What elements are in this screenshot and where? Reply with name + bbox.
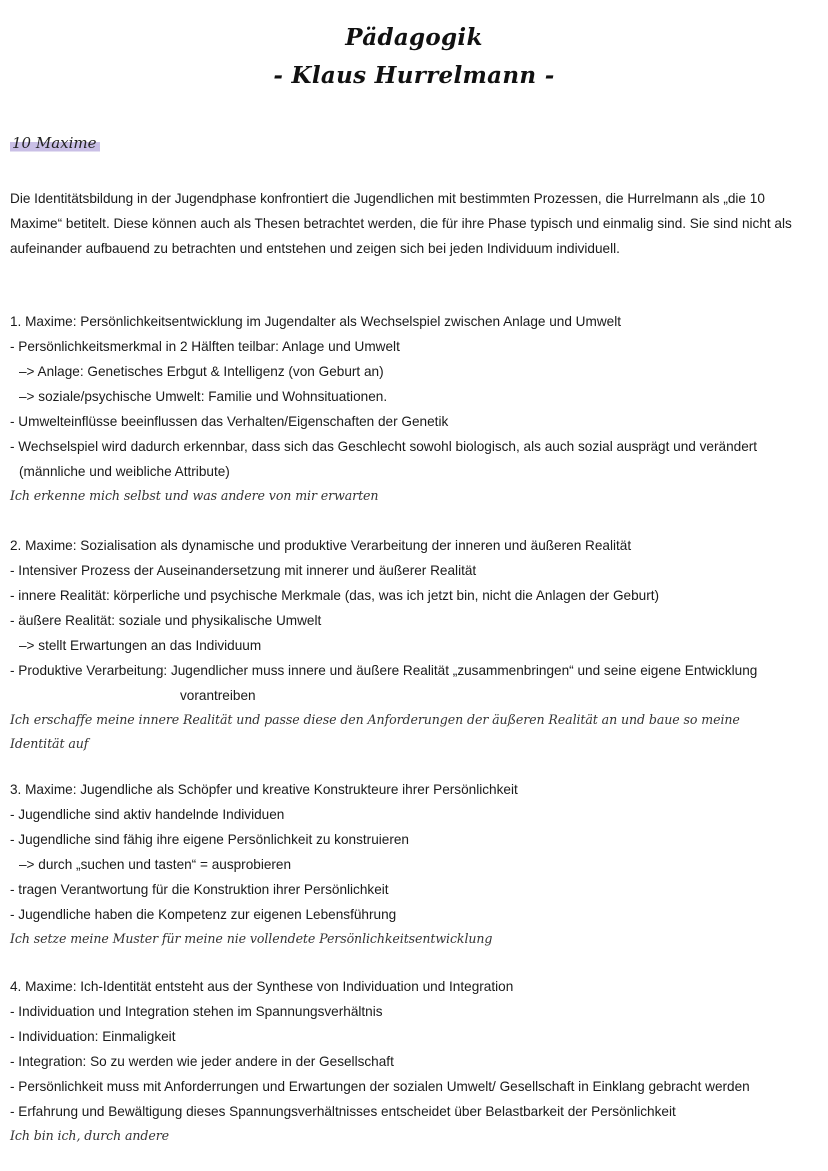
maxim-point: - Intensiver Prozess der Auseinandersetzung mit innerer und äußerer Realität — [10, 563, 477, 578]
maxim-point: - Jugendliche sind fähig ihre eigene Persönlichkeit zu konstruieren — [10, 832, 409, 847]
maxim-point: - Jugendliche haben die Kompetenz zur eigenen Lebensführung — [10, 907, 397, 922]
maxim-heading: 1. Maxime: Persönlichkeitsentwicklung im Jugendalter als Wechselspiel zwischen Anlage und Umwelt — [10, 314, 621, 329]
maxim-heading: 3. Maxime: Jugendliche als Schöpfer und kreative Konstrukteure ihrer Persönlichkeit — [10, 782, 518, 797]
maxim-point-continuation: (männliche und weibliche Attribute) — [19, 464, 230, 479]
maxim-heading: 2. Maxime: Sozialisation als dynamische und produktive Verarbeitung der inneren und äußeren Realität — [10, 538, 632, 553]
maxim-point: - Persönlichkeit muss mit Anforderrungen und Erwartungen der sozialen Umwelt/ Gesellschaft in Einklang gebracht werden — [10, 1079, 750, 1094]
maxim-point-continuation: vorantreiben — [180, 688, 256, 703]
maxim-heading: 4. Maxime: Ich-Identität entsteht aus der Synthese von Individuation und Integration — [10, 979, 514, 994]
section-heading: 10 Maxime — [10, 133, 100, 153]
maxim-subpoint: –> stellt Erwartungen an das Individuum — [19, 638, 262, 653]
maxim-summary-note: Ich erkenne mich selbst und was andere von mir erwarten — [10, 488, 379, 503]
maxim-point: - Wechselspiel wird dadurch erkennbar, dass sich das Geschlecht sowohl biologisch, als auch sozial ausprägt und verändert — [10, 439, 758, 454]
maxim-point: - tragen Verantwortung für die Konstruktion ihrer Persönlichkeit — [10, 882, 389, 897]
maxim-1 — [10, 309, 810, 508]
maxim-point: - Individuation: Einmaligkeit — [10, 1029, 176, 1044]
maxim-subpoint: –> soziale/psychische Umwelt: Familie und Wohnsituationen. — [19, 389, 388, 404]
maxim-point: - Persönlichkeitsmerkmal in 2 Hälften teilbar: Anlage und Umwelt — [10, 339, 400, 354]
maxim-subpoint: –> Anlage: Genetisches Erbgut & Intelligenz (von Geburt an) — [19, 364, 384, 379]
maxim-2 — [10, 533, 810, 756]
maxim-point: - innere Realität: körperliche und psychische Merkmale (das, was ich jetzt bin, nicht die Anlagen der Geburt) — [10, 588, 660, 603]
maxim-subpoint: –> durch „suchen und tasten“ = ausprobieren — [19, 857, 292, 872]
maxim-point: - Jugendliche sind aktiv handelnde Individuen — [10, 807, 285, 822]
page-subtitle: - Klaus Hurrelmann - — [273, 62, 555, 89]
intro-paragraph: Die Identitätsbildung in der Jugendphase konfrontiert die Jugendlichen mit bestimmten Prozessen, die Hurrelmann als „die 10 Maxime“ betitelt. Diese können auch als Thesen betrachtet werden, die für ihre Phase typisch und einmalig sind. Sie sind nicht als aufeinander aufbauend zu betrachten und entstehen und zeigen sich bei jeden Individuum individuell. — [10, 191, 792, 256]
maxim-point: - Umwelteinflüsse beeinflussen das Verhalten/Eigenschaften der Genetik — [10, 414, 449, 429]
maxim-summary-note: Ich bin ich, durch andere — [10, 1128, 170, 1143]
page-title: Pädagogik — [345, 24, 483, 51]
maxim-3 — [10, 777, 810, 951]
maxim-point: - Erfahrung und Bewältigung dieses Spannungsverhältnisses entscheidet über Belastbarkeit der Persönlichkeit — [10, 1104, 676, 1119]
maxim-summary-note: Ich setze meine Muster für meine nie vollendete Persönlichkeitsentwicklung — [10, 931, 493, 946]
maxim-point: - Integration: So zu werden wie jeder andere in der Gesellschaft — [10, 1054, 394, 1069]
maxim-point: - Produktive Verarbeitung: Jugendlicher muss innere und äußere Realität „zusammenbringen“ und seine eigene Entwicklung — [10, 663, 758, 678]
maxim-point: - äußere Realität: soziale und physikalische Umwelt — [10, 613, 322, 628]
maxim-point: - Individuation und Integration stehen im Spannungsverhältnis — [10, 1004, 383, 1019]
maxim-4 — [10, 974, 810, 1148]
maxim-summary-note: Ich erschaffe meine innere Realität und passe diese den Anforderungen der äußeren Realität an und baue so meine Identität auf — [10, 712, 740, 751]
